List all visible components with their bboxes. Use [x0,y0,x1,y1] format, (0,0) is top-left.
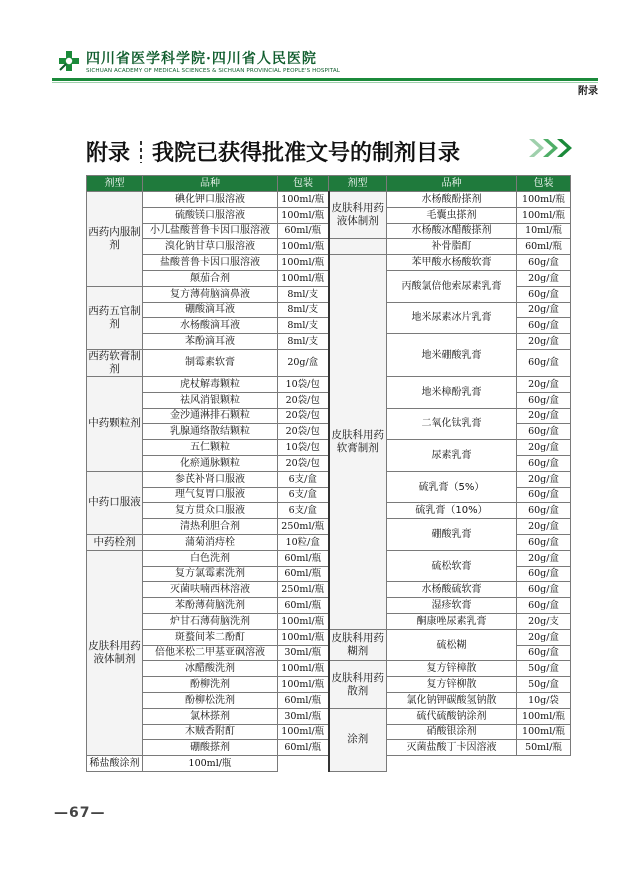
product-name-cell: 二氧化钛乳膏 [387,408,517,440]
product-name-cell: 地米尿素冰片乳膏 [387,302,517,334]
title-separator [140,141,142,163]
package-cell: 60g/盒 [517,318,571,334]
package-cell: 20g/盒 [517,519,571,535]
package-cell: 20袋/包 [278,392,329,408]
product-name-cell: 地米硼酸乳膏 [387,334,517,377]
package-cell: 60g/盒 [517,455,571,471]
package-cell: 100ml/瓶 [278,724,329,740]
product-name-cell: 白色洗剂 [143,550,278,566]
package-cell: 6支/盒 [278,503,329,519]
package-cell: 100ml/瓶 [278,661,329,677]
product-name-cell: 水杨酸冰醋酸搽剂 [387,223,517,239]
table-row [87,661,571,677]
product-name-cell: 苯甲酸水杨酸软膏 [387,255,517,271]
package-cell: 100ml/瓶 [278,270,329,286]
product-name-cell: 硫代硫酸钠涂剂 [387,708,517,724]
package-cell: 100ml/瓶 [278,629,329,645]
package-cell: 100ml/瓶 [278,613,329,629]
package-cell: 8ml/支 [278,302,329,318]
product-name-cell: 丙酸氯倍他索尿素乳膏 [387,270,517,302]
package-cell: 20袋/包 [278,408,329,424]
header-divider [52,78,598,81]
package-cell: 60g/盒 [517,534,571,550]
product-name-cell: 木贼香附酊 [143,724,278,740]
package-cell: 60ml/瓶 [278,550,329,566]
product-name-cell: 硼酸滴耳液 [143,302,278,318]
package-cell: 20g/盒 [517,550,571,566]
package-cell: 50g/盒 [517,661,571,677]
category-cell [329,239,387,255]
package-cell: 20g/盒 [517,302,571,318]
product-name-cell: 苯酚滴耳液 [143,334,278,350]
package-cell: 20袋/包 [278,455,329,471]
product-name-cell: 复方氯霉素洗剂 [143,566,278,582]
package-cell: 100ml/瓶 [517,724,571,740]
table-row [87,239,571,255]
package-cell: 60g/盒 [517,503,571,519]
product-name-cell: 硫松糊 [387,629,517,661]
product-name-cell: 蒲菊消痔栓 [143,534,278,550]
preparations-table [86,175,571,772]
category-cell: 皮肤科用药软膏制剂 [329,255,387,630]
product-name-cell: 灭菌呋喃西林溶液 [143,582,278,598]
package-cell: 60g/盒 [517,255,571,271]
product-name-cell: 稀盐酸涂剂 [87,756,143,772]
package-cell: 100ml/瓶 [278,677,329,693]
title-section: 附录 [86,141,131,166]
header-divider-thin [52,82,598,83]
package-cell: 30ml/瓶 [278,708,329,724]
page-number-value: 67 [69,805,91,821]
package-cell: 6支/盒 [278,487,329,503]
product-name-cell: 颠茄合剂 [143,270,278,286]
category-cell: 皮肤科用药液体制剂 [329,192,387,239]
product-name-cell: 硼酸乳膏 [387,519,517,551]
column-header: 剂型 [329,176,387,192]
product-name-cell: 炉甘石薄荷脑洗剂 [143,613,278,629]
product-name-cell: 氯林搽剂 [143,708,278,724]
table-row [87,629,571,645]
product-name-cell: 灭菌盐酸丁卡因溶液 [387,740,517,756]
product-name-cell: 苯酚薄荷脑洗剂 [143,598,278,614]
package-cell: 50ml/瓶 [517,740,571,756]
package-cell: 60g/盒 [517,392,571,408]
product-name-cell: 湿疹软膏 [387,598,517,614]
category-cell: 中药栓剂 [87,534,143,550]
product-name-cell: 斑蝥间苯二酚酊 [143,629,278,645]
product-name-cell: 祛风消银颗粒 [143,392,278,408]
package-cell: 20g/盒 [517,376,571,392]
package-cell: 60g/盒 [517,598,571,614]
package-cell: 10g/袋 [517,692,571,708]
category-cell: 西药五官制剂 [87,286,143,349]
category-cell: 皮肤科用药液体制剂 [87,550,143,755]
product-name-cell: 硫乳膏（5%） [387,471,517,503]
product-name-cell: 水杨酸酚搽剂 [387,192,517,208]
package-cell: 250ml/瓶 [278,519,329,535]
package-cell: 60g/盒 [517,286,571,302]
product-name-cell: 地米樟酚乳膏 [387,376,517,408]
category-cell: 中药颗粒剂 [87,376,143,471]
package-cell: 20g/支 [517,613,571,629]
category-cell: 中药口服液 [87,471,143,534]
package-cell: 8ml/支 [278,318,329,334]
product-name-cell: 尿素乳膏 [387,440,517,472]
product-name-cell: 碘化钾口服溶液 [143,192,278,208]
cross-logo-icon [58,50,80,72]
product-name-cell: 参芪补肾口服液 [143,471,278,487]
product-name-cell: 盐酸普鲁卡因口服溶液 [143,255,278,271]
category-cell: 西药软膏制剂 [88,349,141,375]
page-header [0,0,640,100]
column-header: 品种 [143,176,278,192]
package-cell: 60ml/瓶 [278,223,329,239]
product-name-cell: 补骨脂酊 [387,239,517,255]
product-name-cell: 硼酸搽剂 [143,740,278,756]
product-name-cell: 虎杖解毒颗粒 [143,376,278,392]
product-name-cell: 水杨酸硫软膏 [387,582,517,598]
product-name-cell: 理气复胃口服液 [143,487,278,503]
category-cell: 涂剂 [329,708,387,771]
product-name-cell: 小儿盐酸普鲁卡因口服溶液 [143,223,278,239]
triple-chevron-icon [527,136,575,160]
package-cell: 6支/盒 [278,471,329,487]
product-name-cell: 五仁颗粒 [143,440,278,456]
column-header: 包装 [517,176,571,192]
package-cell: 60g/盒 [517,487,571,503]
package-cell: 60ml/瓶 [517,239,571,255]
package-cell: 100ml/瓶 [278,255,329,271]
table-row [87,708,571,724]
product-name-cell: 硝酸银涂剂 [387,724,517,740]
table-row [87,192,571,208]
column-header: 剂型 [87,176,143,192]
product-name-cell: 冰醋酸洗剂 [143,661,278,677]
package-cell: 20g/盒 [517,440,571,456]
product-name-cell: 制霉素软膏 [143,349,278,376]
package-cell: 100ml/瓶 [517,192,571,208]
institution-name-cn: 四川省医学科学院·四川省人民医院 [86,51,317,67]
product-name-cell: 乳腺通络散结颗粒 [143,424,278,440]
package-cell: 100ml/瓶 [143,756,278,772]
page-title [86,136,460,167]
title-main: 我院已获得批准文号的制剂目录 [152,141,461,166]
package-cell: 50g/盒 [517,677,571,693]
product-name-cell: 复方贯众口服液 [143,503,278,519]
product-name-cell: 硫酸镁口服溶液 [143,207,278,223]
category-cell: 皮肤科用药散剂 [329,661,387,708]
package-cell: 10袋/包 [278,376,329,392]
section-tag: 附录 [578,86,598,97]
package-cell: 30ml/瓶 [278,645,329,661]
package-cell: 20g/盒 [517,334,571,350]
package-cell: 60g/盒 [517,424,571,440]
package-cell: 60g/盒 [517,582,571,598]
package-cell: 100ml/瓶 [517,708,571,724]
product-name-cell: 复方锌樟散 [387,661,517,677]
product-name-cell: 氯化钠钾碳酸氢钠散 [387,692,517,708]
package-cell: 20g/盒 [517,270,571,286]
institution-name-en: SICHUAN ACADEMY OF MEDICAL SCIENCES & SICHUAN PROVINCIAL PEOPLE'S HOSPITAL [86,68,341,74]
package-cell: 250ml/瓶 [278,582,329,598]
category-cell: 皮肤科用药糊剂 [329,629,387,661]
product-name-cell: 溴化钠甘草口服溶液 [143,239,278,255]
package-cell: 8ml/支 [278,286,329,302]
package-cell: 60ml/瓶 [278,692,329,708]
package-cell: 60g/盒 [517,349,571,376]
product-name-cell: 金沙通淋排石颗粒 [143,408,278,424]
package-cell: 8ml/支 [278,334,329,350]
product-name-cell: 复方锌柳散 [387,677,517,693]
package-cell: 100ml/瓶 [517,207,571,223]
package-cell: 60g/盒 [517,566,571,582]
product-name-cell: 清热利胆合剂 [143,519,278,535]
product-name-cell: 复方薄荷脑滴鼻液 [143,286,278,302]
package-cell: 20g/盒 [517,408,571,424]
product-name-cell: 酚柳洗剂 [143,677,278,693]
package-cell: 60ml/瓶 [278,598,329,614]
package-cell: 10袋/包 [278,440,329,456]
product-name-cell: 酚柳松洗剂 [143,692,278,708]
package-cell: 20g/盒 [517,629,571,645]
package-cell: 60g/盒 [517,645,571,661]
package-cell: 100ml/瓶 [278,192,329,208]
package-cell: 100ml/瓶 [278,207,329,223]
product-name-cell: 水杨酸滴耳液 [143,318,278,334]
product-name-cell: 硫松软膏 [387,550,517,582]
package-cell: 20g/盒 [517,471,571,487]
package-cell: 60ml/瓶 [278,566,329,582]
category-cell: 西药内服制剂 [87,192,143,287]
package-cell: 20g/盒 [278,349,329,376]
package-cell: 10粒/盒 [278,534,329,550]
package-cell: 100ml/瓶 [278,239,329,255]
column-header: 包装 [278,176,329,192]
table-row [87,255,571,271]
column-header: 品种 [387,176,517,192]
product-name-cell: 酮康唑尿素乳膏 [387,613,517,629]
package-cell: 60ml/瓶 [278,740,329,756]
package-cell: 10ml/瓶 [517,223,571,239]
product-name-cell: 毛囊虫搽剂 [387,207,517,223]
package-cell: 20袋/包 [278,424,329,440]
product-name-cell: 硫乳膏（10%） [387,503,517,519]
product-name-cell: 化瘀通脉颗粒 [143,455,278,471]
page-number: —67— [54,805,106,821]
product-name-cell: 倍他米松二甲基亚砜溶液 [143,645,278,661]
